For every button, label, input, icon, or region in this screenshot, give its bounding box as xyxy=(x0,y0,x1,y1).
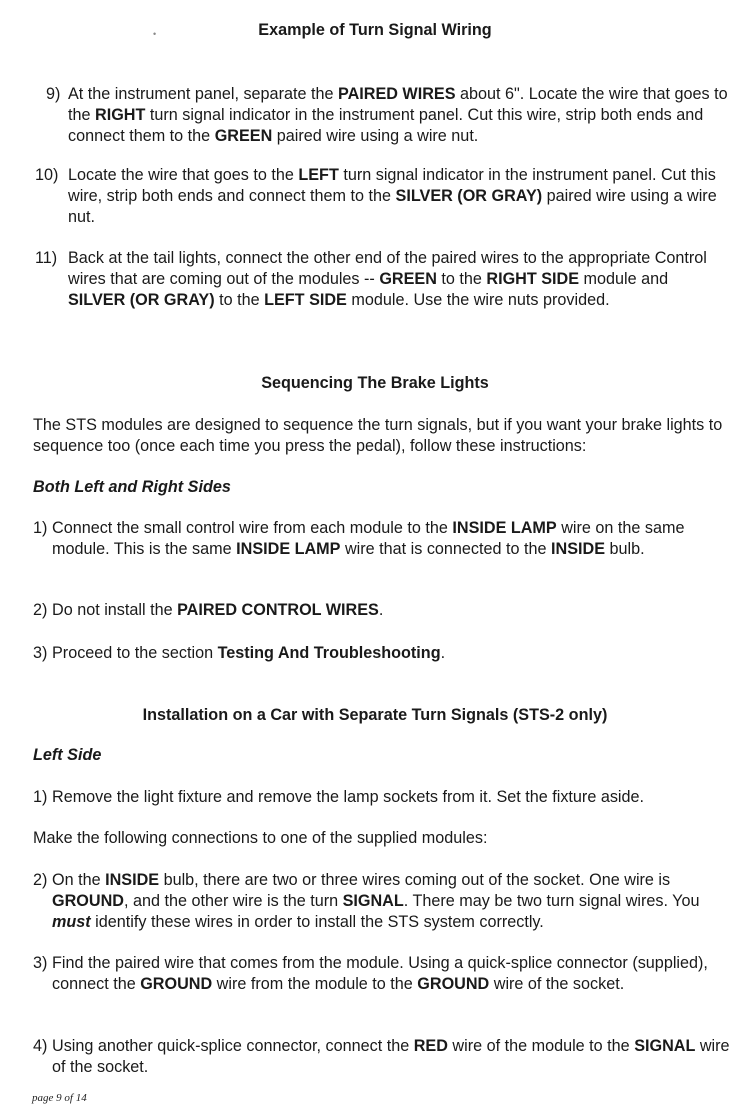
brake-step-2-text: Do not install the PAIRED CONTROL WIRES. xyxy=(52,601,384,619)
section-heading-brake-lights: Sequencing The Brake Lights xyxy=(261,374,489,392)
section-heading-installation: Installation on a Car with Separate Turn Signals (STS-2 only) xyxy=(142,706,608,724)
brake-step-2-number: 2) xyxy=(33,601,48,619)
install-step-1-number: 1) xyxy=(33,788,48,806)
step-10-number: 10) xyxy=(35,166,59,184)
brake-step-1-number: 1) xyxy=(33,519,48,537)
install-step-4-number: 4) xyxy=(33,1037,48,1055)
subheading-left-side: Left Side xyxy=(33,746,102,764)
install-step-2-text: On the INSIDE bulb, there are two or three wires coming out of the socket. One wire is GROUND, and the other wire is the turn SIGNAL. There may be two turn signal wires. You must identify these wires in order to install the STS system correctly. xyxy=(52,871,700,931)
brake-step-3-text: Proceed to the section Testing And Troubleshooting. xyxy=(52,644,446,662)
scan-speck: • xyxy=(153,29,157,39)
install-step-3-number: 3) xyxy=(33,954,48,972)
install-step-4-text: Using another quick-splice connector, connect the RED wire of the module to the SIGNAL wire of the socket. xyxy=(52,1037,730,1076)
page-number: page 9 of 14 xyxy=(32,1092,87,1104)
install-step-1-text: Remove the light fixture and remove the lamp sockets from it. Set the fixture aside. xyxy=(52,788,645,806)
step-11-text: Back at the tail lights, connect the other end of the paired wires to the appropriate Control wires that are coming out of the modules -- GREEN to the RIGHT SIDE module and SILVER (OR GRAY) to the LEFT SIDE module. Use the wire nuts provided. xyxy=(68,249,707,309)
step-9-text: At the instrument panel, separate the PAIRED WIRES about 6". Locate the wire that goes to the RIGHT turn signal indicator in the instrument panel. Cut this wire, strip both ends and connect them to the GREEN paired wire using a wire nut. xyxy=(68,85,728,145)
step-9-number: 9) xyxy=(46,85,61,103)
brake-step-3-number: 3) xyxy=(33,644,48,662)
step-10-text: Locate the wire that goes to the LEFT turn signal indicator in the instrument panel. Cut this wire, strip both ends and connect them to the SILVER (OR GRAY) paired wire using a wire nut. xyxy=(68,166,717,226)
step-11-number: 11) xyxy=(35,249,58,267)
install-step-2-number: 2) xyxy=(33,871,48,889)
brake-step-1-text: Connect the small control wire from each module to the INSIDE LAMP wire on the same module. This is the same INSIDE LAMP wire that is connected to the INSIDE bulb. xyxy=(52,519,685,558)
page-title: Example of Turn Signal Wiring xyxy=(258,21,492,39)
section-intro: The STS modules are designed to sequence the turn signals, but if you want your brake lights to sequence too (once each time you press the pedal), follow these instructions: xyxy=(33,416,723,455)
connections-note: Make the following connections to one of the supplied modules: xyxy=(33,829,488,847)
subheading-both-sides: Both Left and Right Sides xyxy=(33,478,231,496)
install-step-3-text: Find the paired wire that comes from the module. Using a quick-splice connector (supplied), connect the GROUND wire from the module to the GROUND wire of the socket. xyxy=(52,954,708,993)
